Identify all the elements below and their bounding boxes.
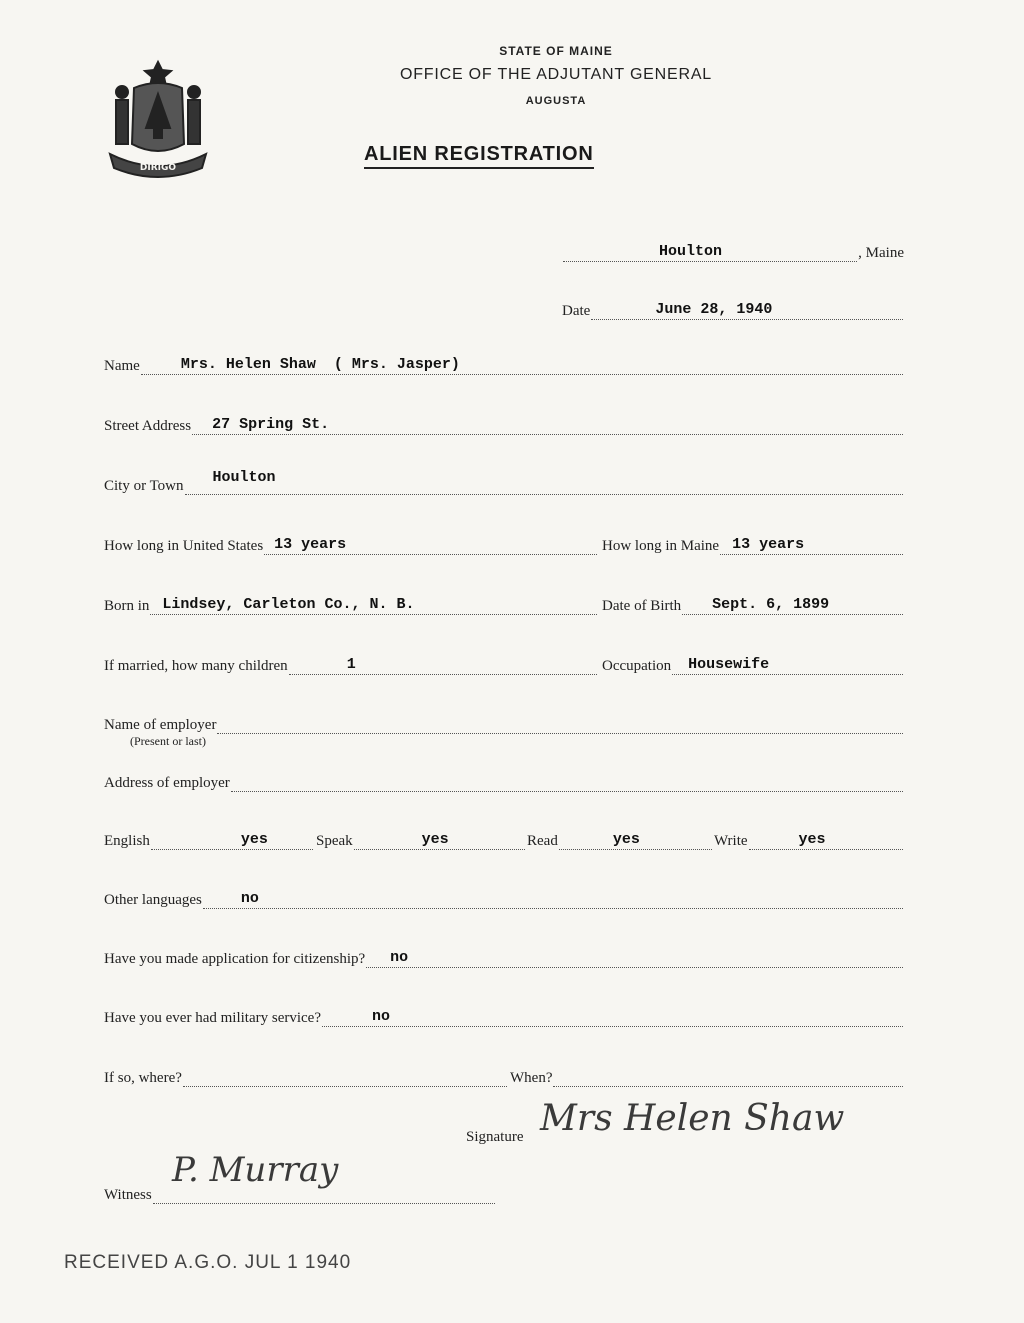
employer-address-row: [104, 768, 904, 792]
english-row: [104, 826, 314, 850]
speak-field[interactable]: [354, 829, 525, 850]
name-field[interactable]: [141, 354, 903, 375]
street-label: Street Address: [104, 418, 192, 434]
us-time-field[interactable]: [264, 534, 597, 555]
place-value: Houlton: [659, 243, 723, 260]
name-label: Name: [104, 358, 140, 374]
speak-label: Speak: [316, 833, 353, 849]
place-field[interactable]: [563, 241, 857, 262]
citizenship-row: [104, 944, 904, 968]
read-field[interactable]: [559, 829, 712, 850]
english-field[interactable]: [151, 829, 313, 850]
place-row: [562, 238, 904, 262]
received-stamp: RECEIVED A.G.O. JUL 1 1940: [64, 1252, 352, 1273]
when-label: When?: [510, 1070, 553, 1086]
witness-label: Witness: [104, 1187, 152, 1203]
employer-address-field[interactable]: [231, 771, 903, 792]
seal-motto: DIRIGO: [139, 163, 177, 173]
employer-sublabel: (Present or last): [130, 734, 206, 748]
witness-signature: P. Murray: [172, 1150, 339, 1190]
date-field[interactable]: [591, 299, 903, 320]
write-row: [714, 826, 904, 850]
other-languages-value: no: [240, 890, 259, 907]
when-row: [510, 1063, 904, 1087]
employer-address-label: Address of employer: [104, 775, 230, 791]
occupation-value: Housewife: [688, 656, 770, 673]
children-label: If married, how many children: [104, 658, 288, 674]
read-label: Read: [527, 833, 558, 849]
dob-field[interactable]: [682, 594, 903, 615]
speak-row: [316, 826, 526, 850]
write-field[interactable]: [749, 829, 903, 850]
born-label: Born in: [104, 598, 150, 614]
where-label: If so, where?: [104, 1070, 182, 1086]
occupation-row: [602, 651, 904, 675]
children-row: [104, 651, 598, 675]
citizenship-value: no: [390, 949, 409, 966]
signature-label: Signature: [466, 1129, 524, 1145]
header-office: OFFICE OF THE ADJUTANT GENERAL: [399, 66, 713, 83]
maine-time-value: 13 years: [732, 536, 805, 553]
occupation-field[interactable]: [672, 654, 903, 675]
name-row: [104, 351, 904, 375]
where-row: [104, 1063, 508, 1087]
name-value: Mrs. Helen Shaw ( Mrs. Jasper): [180, 356, 460, 373]
citizenship-field[interactable]: [366, 947, 903, 968]
write-value: yes: [798, 831, 826, 848]
us-time-label: How long in United States: [104, 538, 264, 554]
military-value: no: [372, 1008, 391, 1025]
occupation-label: Occupation: [602, 658, 672, 674]
english-label: English: [104, 833, 150, 849]
employer-row: [104, 710, 904, 734]
header-state: STATE OF MAINE: [499, 44, 613, 58]
dob-row: [602, 591, 904, 615]
street-value: 27 Spring St.: [212, 416, 330, 433]
children-field[interactable]: [289, 654, 597, 675]
dob-label: Date of Birth: [602, 598, 682, 614]
maine-time-label: How long in Maine: [602, 538, 720, 554]
born-row: [104, 591, 598, 615]
date-label: Date: [562, 303, 591, 319]
speak-value: yes: [421, 831, 449, 848]
header-city: AUGUSTA: [525, 95, 587, 107]
employer-field[interactable]: [217, 713, 903, 734]
us-time-value: 13 years: [274, 536, 347, 553]
citizenship-label: Have you made application for citizenship?: [104, 951, 366, 967]
form-title: ALIEN REGISTRATION: [364, 142, 594, 169]
when-field[interactable]: [553, 1066, 903, 1087]
us-time-row: [104, 531, 598, 555]
maine-time-field[interactable]: [720, 534, 903, 555]
street-field[interactable]: [192, 414, 903, 435]
street-row: [104, 411, 904, 435]
city-value: Houlton: [212, 469, 276, 486]
military-field[interactable]: [322, 1006, 903, 1027]
military-label: Have you ever had military service?: [104, 1010, 321, 1026]
english-value: yes: [240, 831, 268, 848]
dob-value: Sept. 6, 1899: [712, 596, 830, 613]
other-languages-label: Other languages: [104, 892, 202, 908]
place-suffix: , Maine: [858, 245, 904, 261]
city-row: [104, 471, 904, 495]
date-value: June 28, 1940: [655, 301, 773, 318]
other-languages-row: [104, 885, 904, 909]
date-row: [562, 296, 904, 320]
military-row: [104, 1003, 904, 1027]
born-value: Lindsey, Carleton Co., N. B.: [162, 596, 415, 613]
write-label: Write: [714, 833, 748, 849]
born-field[interactable]: [150, 594, 597, 615]
city-field[interactable]: [185, 469, 903, 495]
maine-seal-icon: [104, 58, 212, 180]
employer-label: Name of employer: [104, 717, 217, 733]
signature-value: Mrs Helen Shaw: [540, 1098, 845, 1139]
maine-time-row: [602, 531, 904, 555]
read-value: yes: [612, 831, 640, 848]
read-row: [527, 826, 713, 850]
where-field[interactable]: [183, 1066, 507, 1087]
city-label: City or Town: [104, 478, 184, 494]
other-languages-field[interactable]: [203, 888, 903, 909]
children-value: 1: [346, 656, 356, 673]
